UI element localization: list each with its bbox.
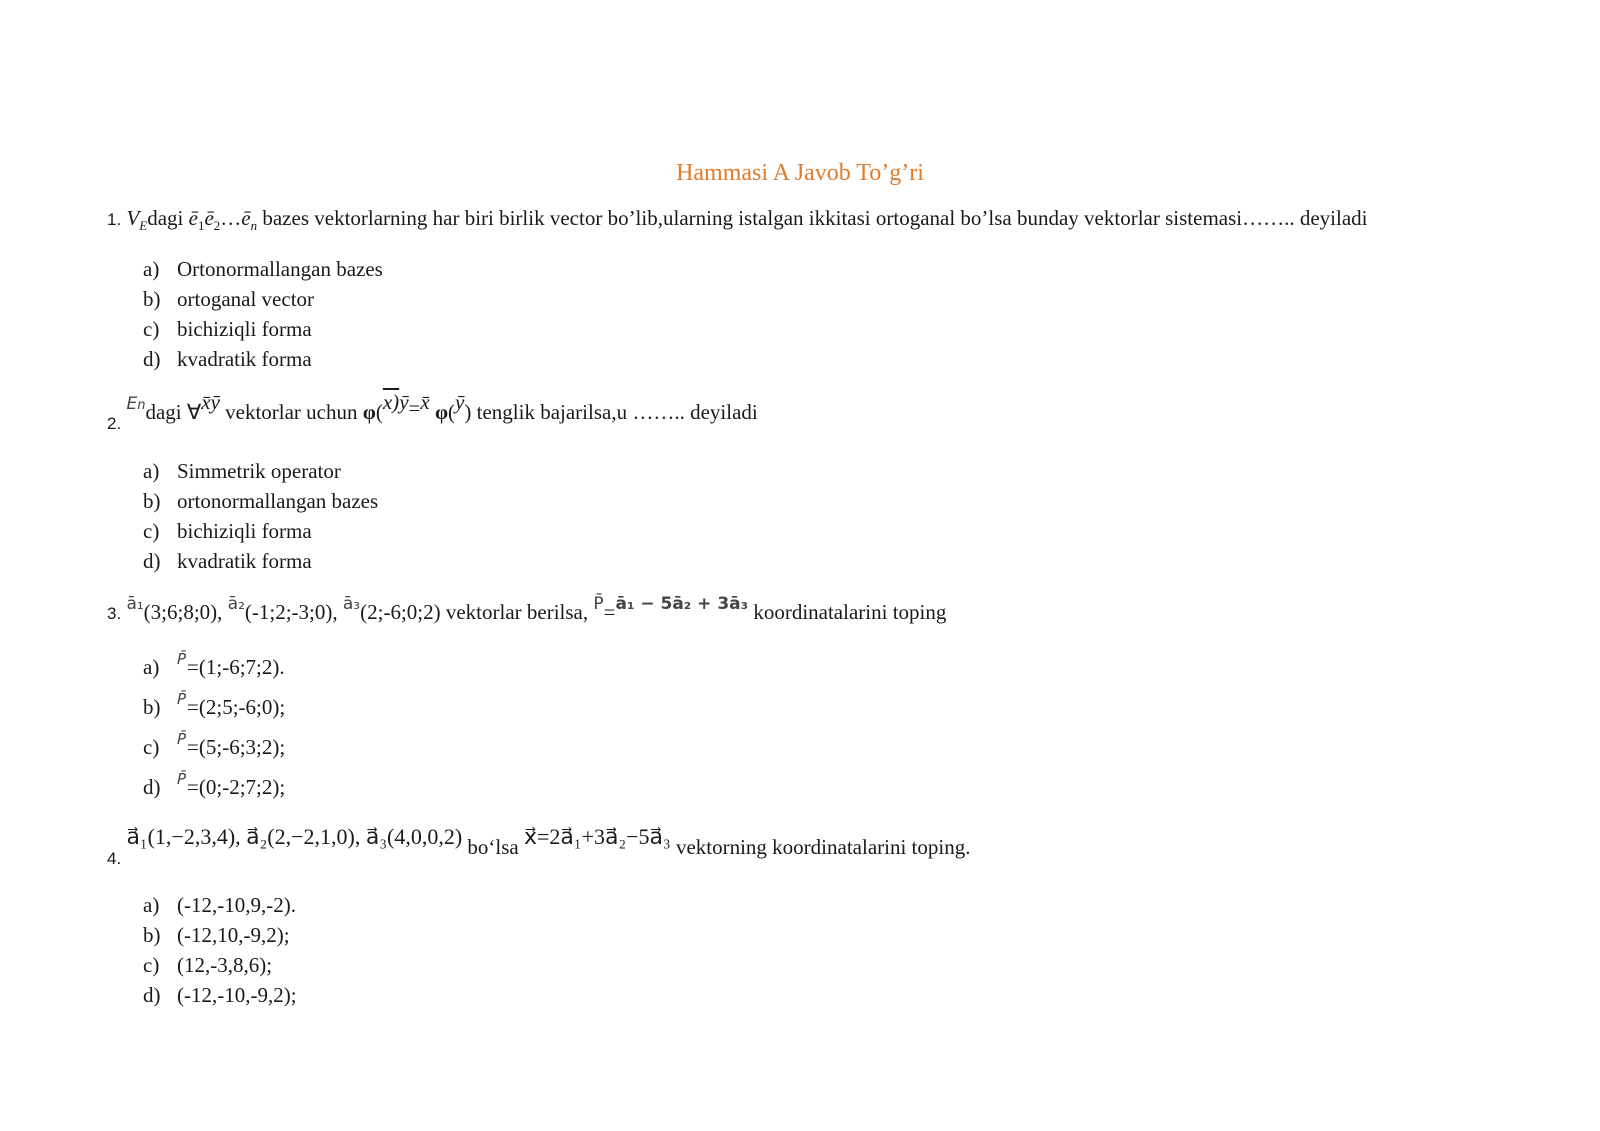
option-a[interactable]: a) (-12,-10,9,-2).: [143, 893, 296, 917]
vector-symbol: ā₂: [227, 594, 245, 614]
question-text: vektorning koordinatalarini toping.: [670, 835, 971, 859]
math-symbol: x): [382, 390, 400, 414]
math-symbol: E: [126, 394, 138, 414]
question-text: (-1;2;-3;0),: [244, 600, 343, 624]
vector-symbol: P̄: [593, 594, 604, 614]
question-2: [107, 390, 758, 433]
math-symbol: V: [126, 206, 140, 230]
vector-symbol: P̄: [177, 730, 187, 748]
question-number: 1.: [107, 210, 122, 229]
math-symbol: x̄: [420, 390, 430, 414]
option-a[interactable]: a) Ortonormallangan bazes: [143, 257, 383, 281]
vector-symbol: ā₃: [342, 594, 361, 614]
page-title: Hammasi A Javob To’g’ri: [676, 160, 924, 186]
question-text: bazes vektorlarning har biri birlik vector bo’lib,ularning istalgan ikkitasi ortoganal bo’lsa bunday vektorlar sistemasi…….. deyiladi: [257, 206, 1368, 230]
math-subscript: E: [139, 218, 148, 234]
question-number: 3.: [107, 604, 122, 623]
question-3: [107, 594, 947, 625]
option-b[interactable]: b) ortoganal vector: [143, 287, 315, 311]
option-c[interactable]: c) bichiziqli forma: [143, 317, 312, 341]
option-c[interactable]: c) bichiziqli forma: [143, 519, 312, 543]
question-number: 2.: [107, 414, 122, 433]
math-symbol: x̄ȳ: [201, 390, 220, 414]
math-subscript: n: [137, 398, 146, 413]
vector-expression: x⃗=2a⃗₁+3a⃗₂−5a⃗₃: [524, 824, 671, 849]
option-b[interactable]: b) (-12,10,-9,2);: [143, 923, 290, 947]
paren: (: [448, 400, 456, 424]
math-symbol: ē: [188, 206, 198, 230]
option-d[interactable]: d) kvadratik forma: [143, 347, 312, 371]
question-text: koordinatalarini toping: [748, 600, 947, 624]
vector-symbol: P̄: [177, 690, 187, 708]
math-symbol: ȳ: [455, 390, 465, 414]
math-symbol: …: [220, 206, 242, 230]
math-symbol: ē: [241, 206, 251, 230]
option-c[interactable]: c) P̄ =(5;-6;3;2);: [143, 730, 286, 759]
math-subscript: 1: [197, 218, 205, 234]
option-a[interactable]: a) Simmetrik operator: [143, 459, 341, 483]
phi-symbol: φ: [362, 400, 376, 424]
option-d[interactable]: d) P̄ =(0;-2;7;2);: [143, 770, 286, 799]
question-text: vektorlar uchun: [219, 400, 363, 424]
question-text: dagi ∀: [145, 400, 202, 424]
paren: (: [375, 400, 383, 424]
vector-list: a⃗₁(1,−2,3,4), a⃗₂(2,−2,1,0), a⃗₃(4,0,0,2): [126, 824, 463, 849]
vector-symbol: P̄: [177, 650, 187, 668]
vector-symbol: P̄: [177, 770, 187, 788]
option-d[interactable]: d) kvadratik forma: [143, 549, 312, 573]
options-1: [143, 252, 383, 372]
phi-symbol: φ: [429, 400, 449, 424]
options-4: [143, 888, 297, 1008]
math-subscript: n: [250, 218, 258, 234]
option-a[interactable]: a) P̄ =(1;-6;7;2).: [143, 650, 285, 679]
question-text: bo‘lsa: [462, 835, 524, 859]
equals-sign: =: [408, 396, 421, 420]
question-text: (2;-6;0;2) vektorlar berilsa,: [360, 600, 594, 624]
option-d[interactable]: d) (-12,-10,-9,2);: [143, 983, 297, 1007]
question-text: dagi: [147, 206, 184, 230]
options-2: [143, 454, 378, 574]
vector-symbol: ā₁: [126, 594, 144, 614]
math-subscript: 2: [213, 218, 221, 234]
options-3: [143, 640, 285, 800]
math-symbol: ȳ: [399, 390, 409, 414]
question-number: 4.: [107, 849, 122, 868]
question-1: [107, 206, 1368, 234]
math-symbol: ē: [204, 206, 214, 230]
option-c[interactable]: c) (12,-3,8,6);: [143, 953, 273, 977]
option-b[interactable]: b) P̄ =(2;5;-6;0);: [143, 690, 286, 719]
question-4: [107, 824, 971, 868]
option-b[interactable]: b) ortonormallangan bazes: [143, 489, 379, 513]
question-text: (3;6;8;0),: [143, 600, 228, 624]
vector-expression: ā₁ − 5ā₂ + 3ā₃: [615, 594, 749, 614]
question-text: ) tenglik bajarilsa,u …….. deyiladi: [464, 400, 758, 424]
equals-sign: =: [603, 600, 616, 624]
